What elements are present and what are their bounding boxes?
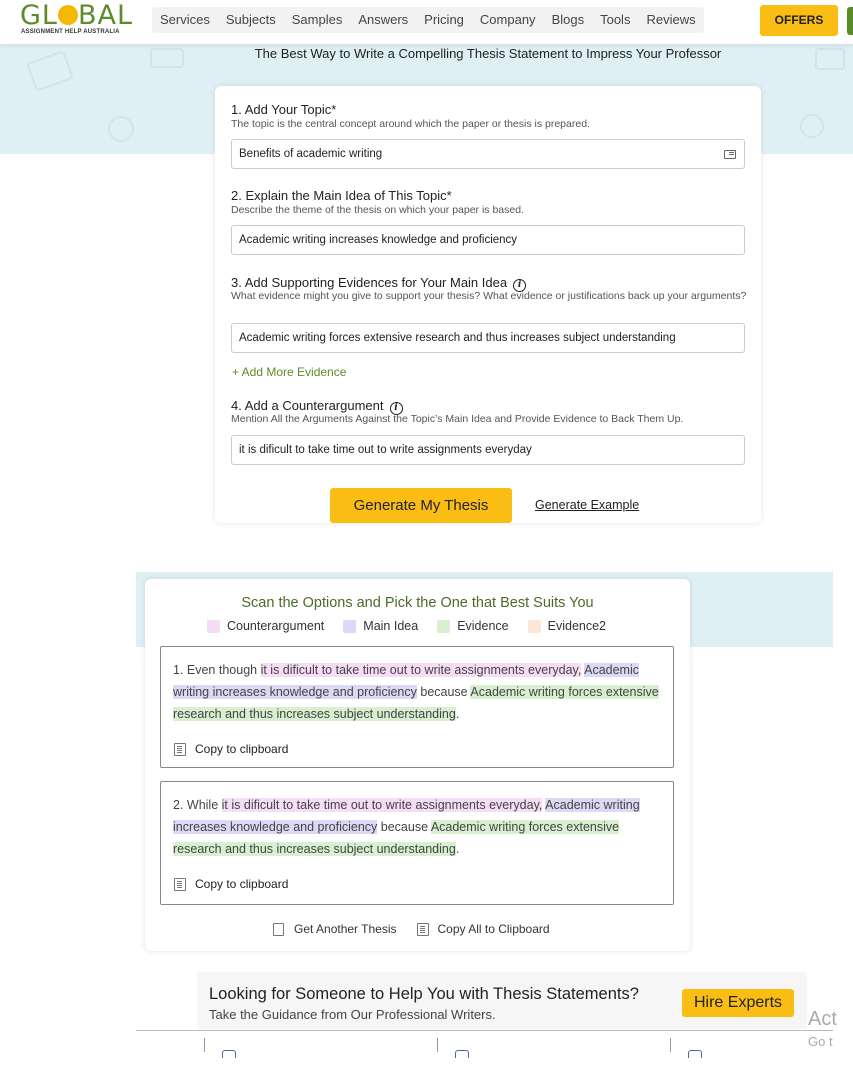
cta-title: Looking for Someone to Help You with Thesis Statements? [209,985,639,1003]
evidence-label: 3. Add Supporting Evidences for Your Main Idea [231,275,508,290]
copy-all-button[interactable] [417,922,550,936]
nav-item-samples[interactable]: Samples [291,12,343,27]
contact-card-icon [724,150,736,159]
copy-to-clipboard-button[interactable] [174,742,288,756]
main-idea-description: Describe the theme of the thesis on which your paper is based. [231,204,524,216]
get-another-thesis-button[interactable] [273,922,397,936]
copy-label: Copy to clipboard [195,877,289,891]
thesis-connector: because [377,820,431,834]
nav-item-blogs[interactable]: Blogs [551,12,585,27]
legend [207,619,625,633]
legend-item-main-idea [343,619,418,633]
logo-subtitle: ASSIGNMENT HELP AUSTRALIA [21,29,120,35]
activation-watermark-sub: Go t [808,1034,833,1049]
site-header [0,0,853,44]
nav-item-answers[interactable]: Answers [358,12,409,27]
page-title: The Best Way to Write a Compelling Thesis Statement to Impress Your Professor [254,46,722,61]
logo-wordmark [20,2,133,30]
copy-all-label: Copy All to Clipboard [437,922,550,936]
logo-globe-icon [58,5,78,25]
topic-input-value: Benefits of academic writing [239,148,383,160]
topic-description: The topic is the central concept around which the paper or thesis is prepared. [231,118,590,130]
legend-item-evidence [437,619,508,633]
footer-separator [670,1038,671,1052]
footer-feature-icon [455,1050,469,1058]
nav-item-company[interactable]: Company [479,12,536,27]
counterargument-label: 4. Add a Counterargument [231,398,384,413]
thesis-counterargument: it is dificult to take time out to write assignments everyday, [260,663,582,677]
thesis-prefix: 1. Even though [173,663,261,677]
offers-button[interactable]: OFFERS [760,5,838,36]
thesis-main-idea: Academic writing increases knowledge and proficiency [173,663,639,699]
thesis-end: . [455,707,460,721]
thesis-counterargument: it is dificult to take time out to write assignments everyday, [221,798,543,812]
counterargument-input[interactable]: it is dificult to take time out to write assignments everyday [231,435,745,465]
edit-document-icon [273,923,284,936]
doodle-icon [108,116,134,142]
legend-swatch [207,620,220,633]
nav-item-services[interactable]: Services [160,12,210,27]
topic-label: 1. Add Your Topic* [231,102,337,117]
nav-item-tools[interactable]: Tools [600,12,631,27]
evidence-description: What evidence might you give to support your thesis? What evidence or justifications back up your arguments? [231,290,747,302]
legend-label: Main Idea [363,619,419,633]
thesis-form-card [215,86,761,523]
activation-watermark: Act [808,1008,837,1030]
nav-item-subjects[interactable]: Subjects [225,12,276,27]
generate-thesis-button[interactable]: Generate My Thesis [330,488,512,523]
add-more-evidence-link[interactable]: + Add More Evidence [232,365,347,379]
legend-label: Evidence2 [547,619,606,633]
thesis-option-2 [160,781,674,905]
copy-to-clipboard-button[interactable] [174,877,288,891]
site-logo[interactable] [20,2,144,36]
legend-item-counterargument [207,619,324,633]
thesis-evidence: Academic writing forces extensive research and thus increases subject understanding [173,820,620,856]
footer-feature-icon [688,1050,702,1058]
clipboard-icon [417,923,429,936]
legend-item-evidence2 [528,619,606,633]
thesis-text [173,659,663,725]
legend-swatch [528,620,541,633]
logo-text-left: GL [20,0,58,31]
copy-label: Copy to clipboard [195,742,289,756]
nav-item-pricing[interactable]: Pricing [424,12,464,27]
thesis-text [173,794,663,860]
legend-label: Counterargument [227,619,325,633]
cta-subtitle: Take the Guidance from Our Professional Writers. [209,1007,496,1022]
nav-item-reviews[interactable]: Reviews [646,12,696,27]
footer-separator [204,1038,205,1052]
thesis-connector: because [416,685,471,699]
evidence-input[interactable]: Academic writing forces extensive research and thus increases subject understanding [231,323,745,353]
info-icon[interactable]: i [513,279,526,292]
footer-feature-icon [222,1050,236,1058]
thesis-prefix: 2. While [173,798,222,812]
topic-input[interactable] [231,139,745,169]
get-another-label: Get Another Thesis [294,922,397,936]
main-idea-label: 2. Explain the Main Idea of This Topic* [231,188,452,203]
counterargument-description: Mention All the Arguments Against the Topic’s Main Idea and Provide Evidence to Back Them Up. [231,413,684,425]
results-title: Scan the Options and Pick the One that Best Suits You [241,595,594,611]
thesis-main-idea: Academic writing increases knowledge and proficiency [173,798,640,834]
hire-experts-button[interactable]: Hire Experts [682,989,794,1017]
results-actions [273,922,570,936]
doodle-icon [800,114,824,138]
legend-swatch [437,620,450,633]
main-idea-input[interactable]: Academic writing increases knowledge and proficiency [231,225,745,255]
legend-swatch [343,620,356,633]
legend-label: Evidence [457,619,509,633]
logo-text-right: BAL [77,0,134,31]
info-icon[interactable]: i [390,402,403,415]
footer-divider [136,1030,833,1031]
generate-example-link[interactable]: Generate Example [535,498,640,512]
thesis-evidence: Academic writing forces extensive research and thus increases subject understanding [173,685,659,721]
footer-separator [437,1038,438,1052]
clipboard-icon [174,743,186,756]
help-cta-banner [197,972,807,1029]
thesis-end: . [455,842,460,856]
thesis-option-1 [160,646,674,768]
clipboard-icon [174,878,186,891]
main-nav [152,7,704,33]
results-card [145,579,690,951]
header-edge-button[interactable] [847,7,853,35]
